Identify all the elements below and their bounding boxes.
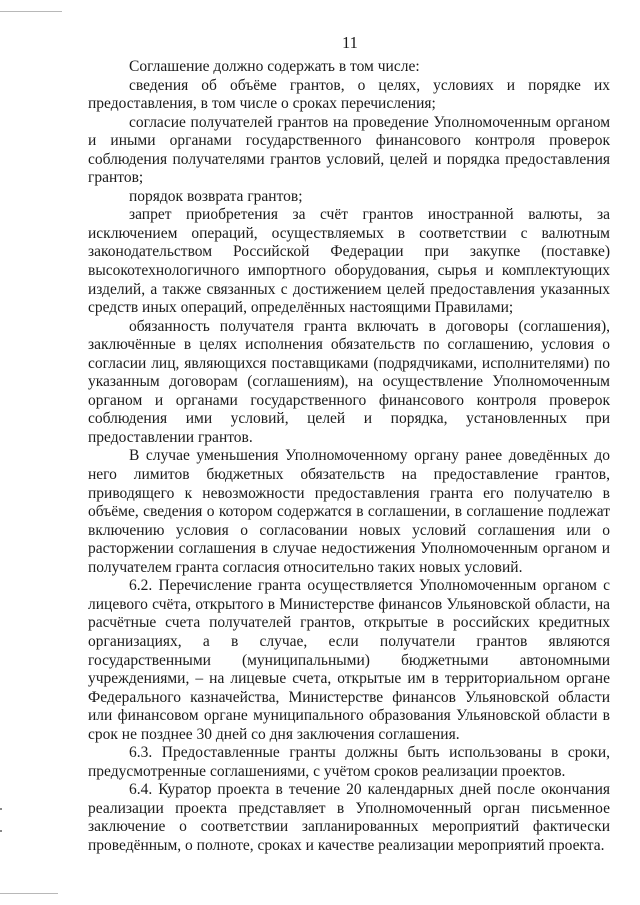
paragraph-grant-volume: сведения об объёме грантов, о целях, условиях и порядке их предоставления, в том числе о сроках перечисления; xyxy=(88,76,610,113)
paragraph-6-4-curator: 6.4. Куратор проекта в течение 20 календарных дней после окончания реализации проекта представляет в Уполномоченный орган письменное заключение о соответствии запланированных мероприятий фактически проведённым, о полноте, сроках и качестве реализации мероприятий проекта. xyxy=(88,781,610,854)
paragraph-return-procedure: порядок возврата грантов; xyxy=(129,187,303,205)
document-body xyxy=(88,58,610,856)
scan-edge-line xyxy=(0,11,62,12)
scan-speck xyxy=(0,808,2,810)
page-number: 11 xyxy=(342,33,358,52)
paragraph-contract-obligation: обязанность получателя гранта включать в договоры (соглашения), заключённые в целях исполнения обязательств по соглашению, условия о согласии лиц, являющихся поставщиками (подрядчиками, исполнителями) по указанным договорам (соглашениям), на осуществление Уполномоченным органом и органами государственного финансового контроля проверок соблюдения ими условий, целей и порядка, установленных при предоставлении грантов. xyxy=(88,317,610,446)
paragraph-limits-reduction: В случае уменьшения Уполномоченному органу ранее доведённых до него лимитов бюджетных обязательств на предоставление грантов, приводящего к невозможности предоставления гранта его получателю в объёме, сведения о котором содержатся в соглашении, в соглашение подлежат включению условия о согласовании новых условий соглашения или о расторжении соглашения в случае недостижения Уполномоченным органом и получателем гранта согласия относительно таких новых условий. xyxy=(88,447,610,576)
scan-edge-line xyxy=(0,893,58,894)
paragraph-6-2-transfer: 6.2. Перечисление гранта осуществляется Уполномоченным органом с лицевого счёта, открытого в Министерстве финансов Ульяновской области, на расчётные счета получателей грантов, открытые в российских кредитных организациях, а в случае, если получатели грантов являются государственными (муниципальными) бюджетными автономными учреждениями, – на лицевые счета, открытые им в территориальном органе Федерального казначейства, Министерстве финансов Ульяновской области или финансовом органе муниципального образования Ульяновской области в срок не позднее 30 дней со дня заключения соглашения. xyxy=(88,577,610,743)
scan-speck xyxy=(0,830,2,832)
paragraph-6-3-usage: 6.3. Предоставленные гранты должны быть использованы в сроки, предусмотренные соглашениями, с учётом сроков реализации проектов. xyxy=(88,744,610,780)
paragraph-agreement-intro: Соглашение должно содержать в том числе: xyxy=(129,58,420,75)
paragraph-currency-ban: запрет приобретения за счёт грантов иностранной валюты, за исключением операций, осуществляемых в соответствии с валютным законодательством Российской Федерации при закупке (поставке) высокотехнологичного импортного оборудования, сырья и комплектующих изделий, а также связанных с достижением целей предоставления указанных средств иных операций, определённых настоящими Правилами; xyxy=(88,206,610,317)
paragraph-consent-inspections: согласие получателей грантов на проведение Уполномоченным органом и иными органами государственного финансового контроля проверок соблюдения получателями грантов условий, целей и порядка предоставления грантов; xyxy=(88,113,610,187)
